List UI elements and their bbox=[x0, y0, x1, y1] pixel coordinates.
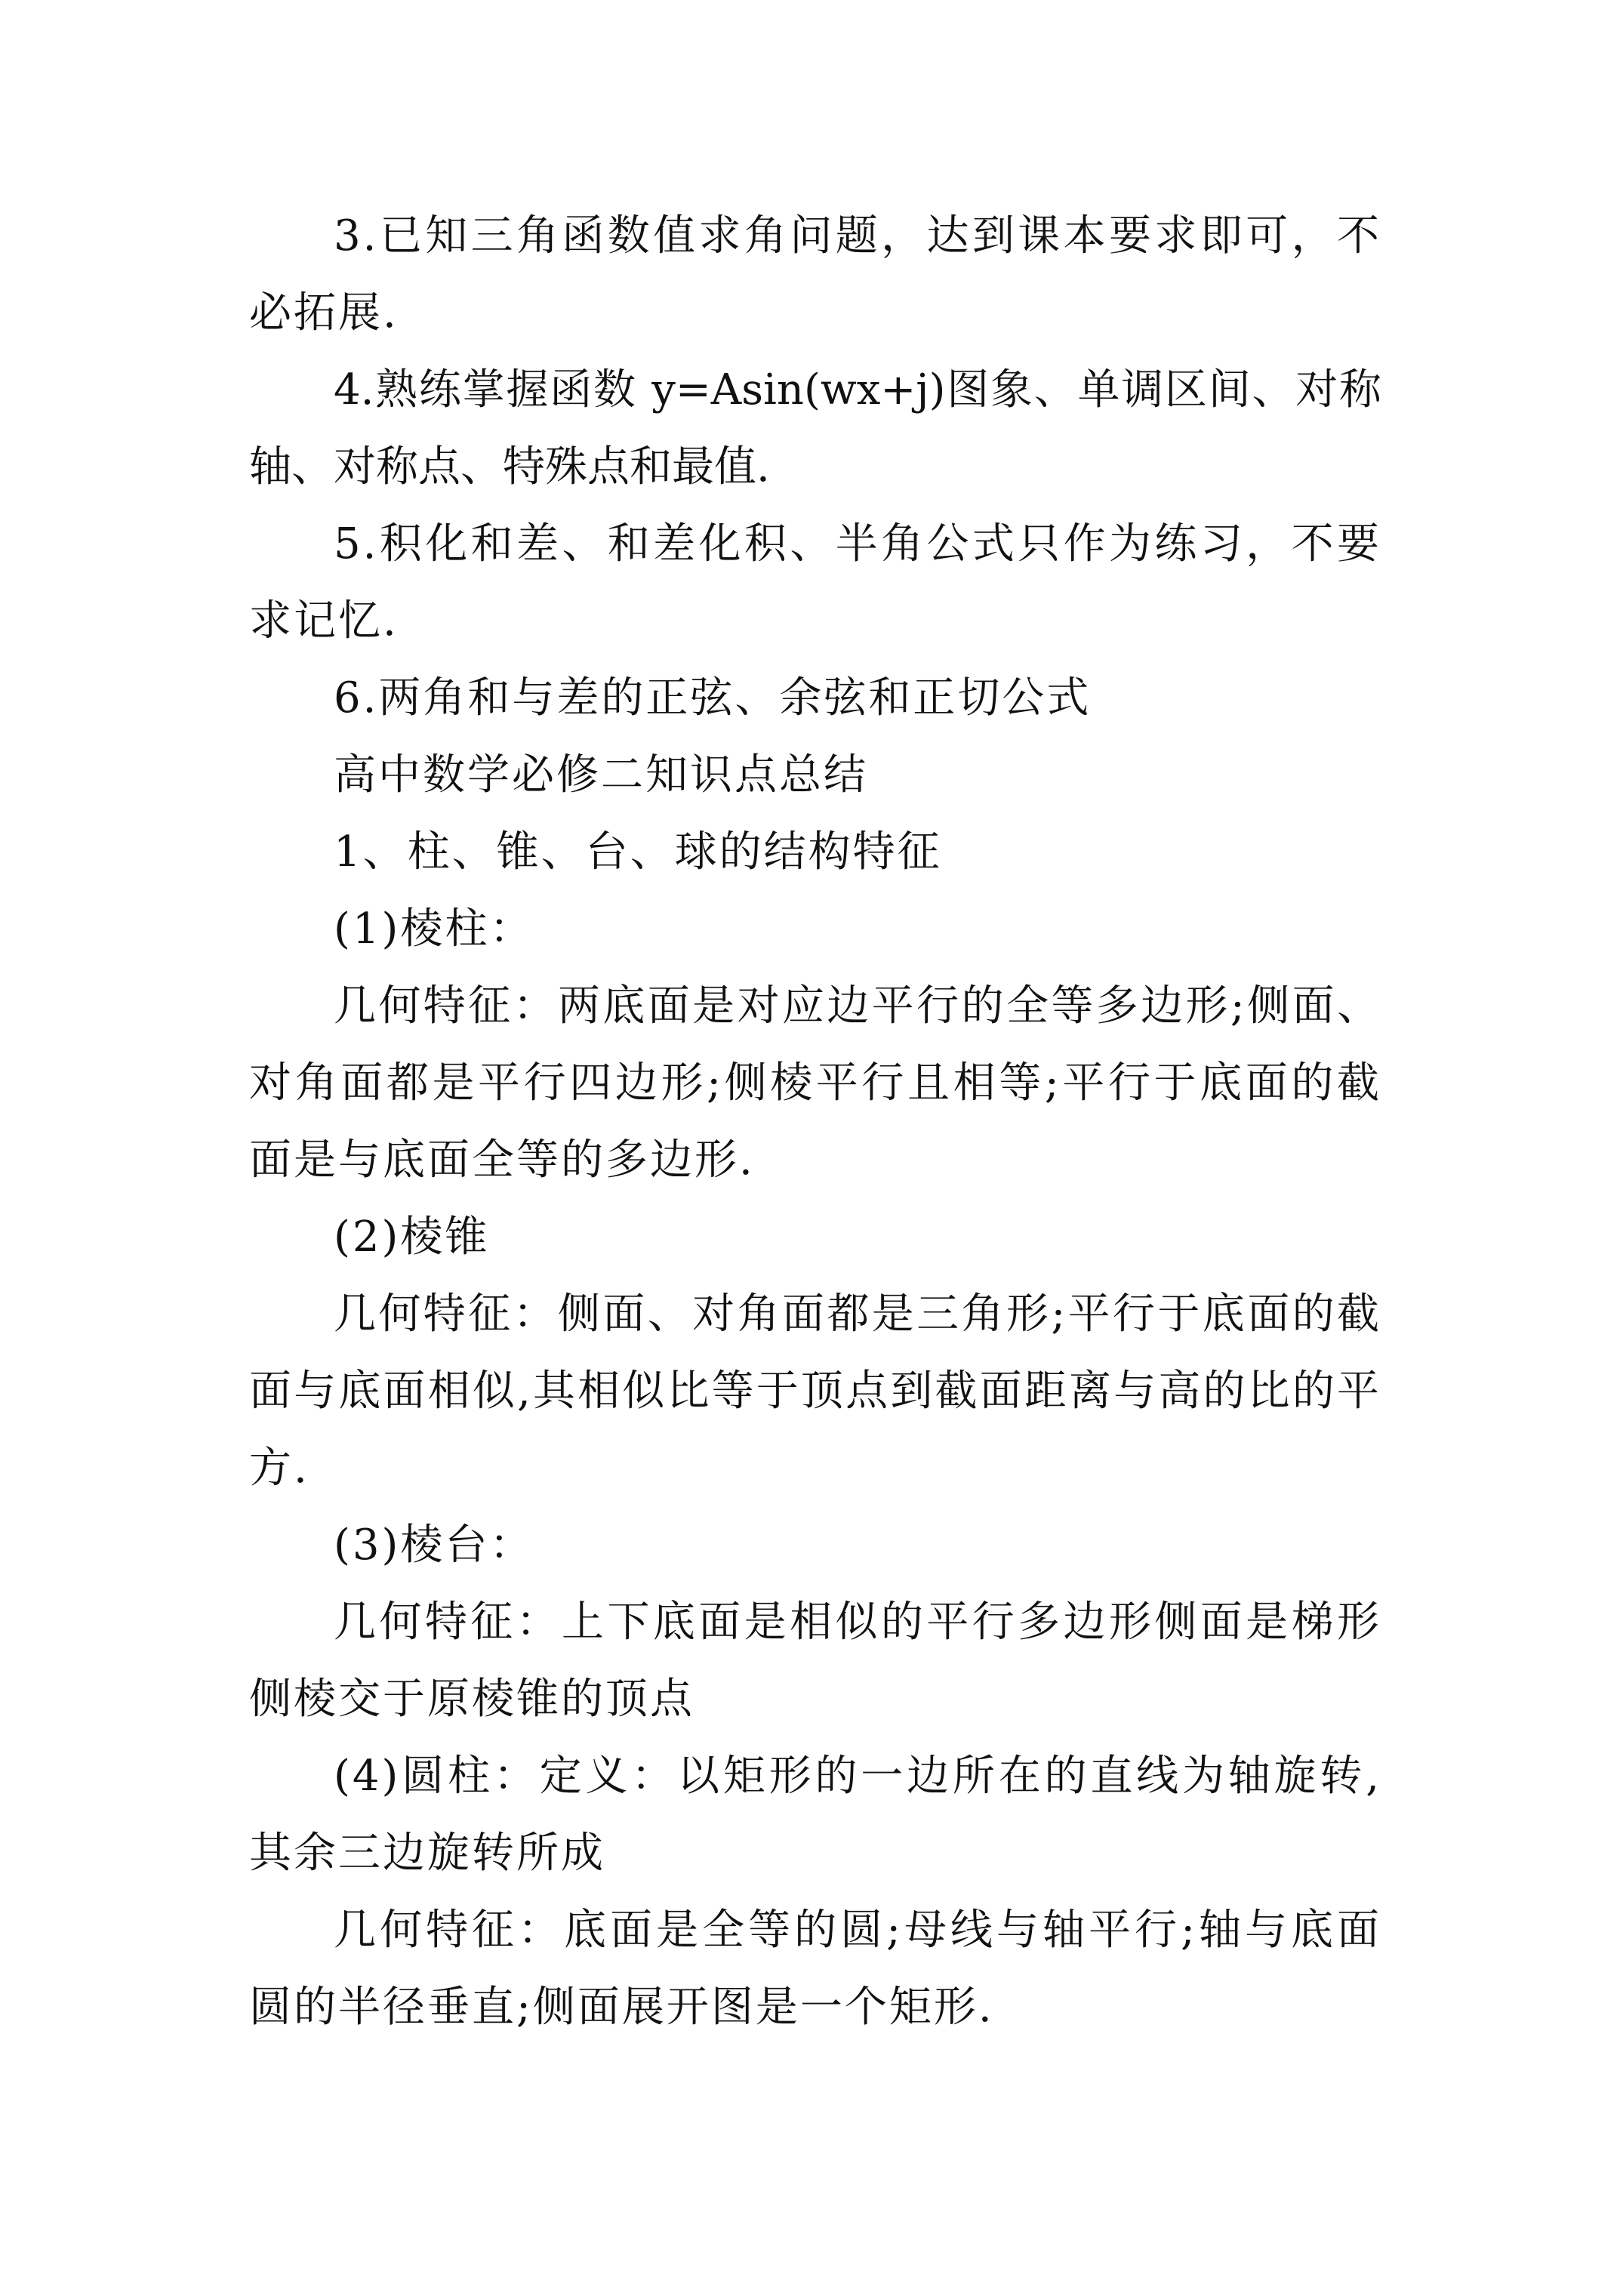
paragraph-item-4: 4.熟练掌握函数 y=Asin(wx+j)图象、单调区间、对称轴、对称点、特殊点和最值. bbox=[249, 365, 1381, 492]
subheading-frustum: (3)棱台： bbox=[334, 1521, 534, 1570]
subheading-pyramid: (2)棱锥 bbox=[334, 1213, 490, 1262]
section-heading-math-compulsory-2: 高中数学必修二知识点总结 bbox=[334, 750, 868, 800]
paragraph-cylinder-definition: (4)圆柱：定义：以矩形的一边所在的直线为轴旋转,其余三边旋转所成 bbox=[249, 1752, 1381, 1878]
paragraph-pyramid-features: 几何特征：侧面、对角面都是三角形;平行于底面的截面与底面相似,其相似比等于顶点到截面距离与高的比的平方. bbox=[249, 1290, 1381, 1493]
paragraph-item-6: 6.两角和与差的正弦、余弦和正切公式 bbox=[334, 673, 1092, 723]
document-body bbox=[249, 198, 1381, 2046]
paragraph-prism-features: 几何特征：两底面是对应边平行的全等多边形;侧面、对角面都是平行四边形;侧棱平行且相等;平行于底面的截面是与底面全等的多边形. bbox=[249, 982, 1381, 1185]
paragraph-item-3: 3.已知三角函数值求角问题，达到课本要求即可，不必拓展. bbox=[249, 211, 1381, 337]
subheading-prism: (1)棱柱： bbox=[334, 905, 534, 954]
paragraph-cylinder-features: 几何特征：底面是全等的圆;母线与轴平行;轴与底面圆的半径垂直;侧面展开图是一个矩形. bbox=[249, 1906, 1381, 2032]
subsection-heading-structure-features: 1、柱、锥、台、球的结构特征 bbox=[334, 827, 942, 877]
paragraph-item-5: 5.积化和差、和差化积、半角公式只作为练习，不要求记忆. bbox=[249, 519, 1381, 646]
paragraph-frustum-features: 几何特征：上下底面是相似的平行多边形侧面是梯形侧棱交于原棱锥的顶点 bbox=[249, 1598, 1381, 1724]
